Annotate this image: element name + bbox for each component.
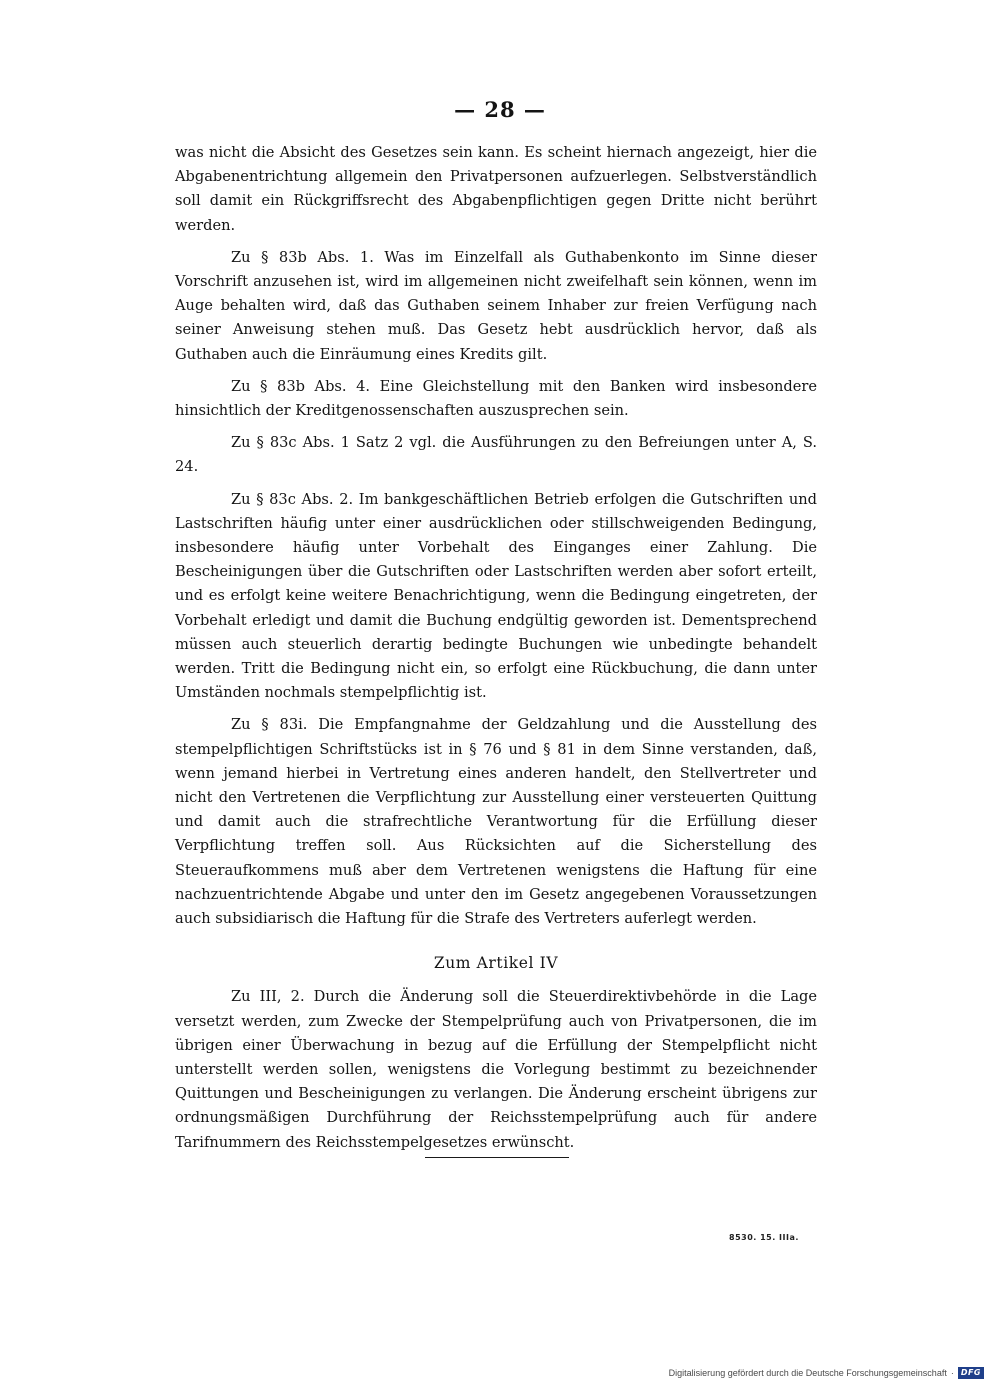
printer-mark: 8530. 15. IIIa. bbox=[729, 1233, 799, 1242]
paragraph-83c-abs1: Zu § 83c Abs. 1 Satz 2 vgl. die Ausführungen zu den Befreiungen unter A, S. 24. bbox=[175, 434, 817, 476]
digitization-footer bbox=[669, 1367, 984, 1379]
paragraph-artikel-iv: Zu III, 2. Durch die Änderung soll die Steuerdirektivbehörde in die Lage versetzt werden, zum Zwecke der Stempelprüfung auch von Privatpersonen, die im übrigen einer Überwachung in bezug auf die Erfüllung der Stempelpflicht nicht unterstellt werden sollen, wenigstens die Vorlegung bestimmt zu bezeichnender Quittungen und Bescheinigungen zu verlangen. Die Änderung erscheint übrigens zur ordnungsmäßigen Durchführung der Reichsstempelprüfung auch für andere Tarifnummern des Reichsstempelgesetzes erwünscht. bbox=[175, 988, 817, 1151]
main-text bbox=[175, 141, 817, 1163]
footer-credit: Digitalisierung gefördert durch die Deutsche Forschungsgemeinschaft bbox=[668, 1368, 947, 1378]
dfg-logo-icon: DFG bbox=[958, 1367, 984, 1379]
paragraph-83i: Zu § 83i. Die Empfangnahme der Geldzahlung und die Ausstellung des stempelpflichtigen Schriftstücks ist in § 76 und § 81 in dem Sinne verstanden, daß, wenn jemand hierbei in Vertretung eines anderen handelt, den Stellvertreter und nicht den Vertretenen die Verpflichtung zur Ausstellung einer versteuerten Quittung und damit auch die strafrechtliche Verantwortung für die Erfüllung dieser Verpflichtung treffen soll. Aus Rücksichten auf die Sicherstellung des Steueraufkommens muß aber dem Vertretenen wenigstens die Haftung für eine nachzuentrichtende Abgabe und unter den im Gesetz angegebenen Voraussetzungen auch subsidiarisch die Haftung für die Strafe des Vertreters auferlegt werden. bbox=[175, 716, 817, 928]
paragraph-83b-abs1: Zu § 83b Abs. 1. Was im Einzelfall als Guthabenkonto im Sinne dieser Vorschrift anzusehen ist, wird im allgemeinen nicht zweifelhaft sein können, wenn im Auge behalten wird, daß das Guthaben seinem Inhaber zur freien Verfügung nach seiner Anweisung stehen muß. Das Gesetz hebt ausdrücklich hervor, daß als Guthaben auch die Einräumung eines Kredits gilt. bbox=[175, 248, 817, 363]
page-number: — 28 — bbox=[454, 97, 546, 122]
paragraph-continuation: was nicht die Absicht des Gesetzes sein kann. Es scheint hiernach angezeigt, hier die Abgabenentrichtung allgemein den Privatpersonen aufzuerlegen. Selbstverständlich soll damit ein Rückgriffsrecht des Abgabenpflichtigen gegen Dritte nicht berührt werden. bbox=[175, 144, 817, 234]
paragraph-83b-abs4: Zu § 83b Abs. 4. Eine Gleichstellung mit den Banken wird insbesondere hinsichtlich der Kreditgenossenschaften auszusprechen sein. bbox=[175, 377, 817, 420]
section-heading: Zum Artikel IV bbox=[433, 954, 559, 973]
closing-rule bbox=[425, 1157, 569, 1158]
footer-separator: · bbox=[950, 1368, 954, 1378]
paragraph-83c-abs2: Zu § 83c Abs. 2. Im bankgeschäftlichen Betrieb erfolgen die Gutschriften und Lastschriften häufig unter einer ausdrücklichen oder stillschweigenden Bedingung, insbesondere häufig unter Vorbehalt des Einganges einer Zahlung. Die Bescheinigungen über die Gutschriften oder Lastschriften werden aber sofort erteilt, und es erfolgt keine weitere Benachrichtigung, wenn die Bedingung eingetreten, der Vorbehalt erledigt und damit die Buchung endgültig geworden ist. Dementsprechend müssen auch steuerlich derartig bedingte Buchungen wie unbedingte behandelt werden. Tritt die Bedingung nicht ein, so erfolgt eine Rückbuchung, die dann unter Umständen nochmals stempelpflichtig ist. bbox=[175, 490, 817, 702]
